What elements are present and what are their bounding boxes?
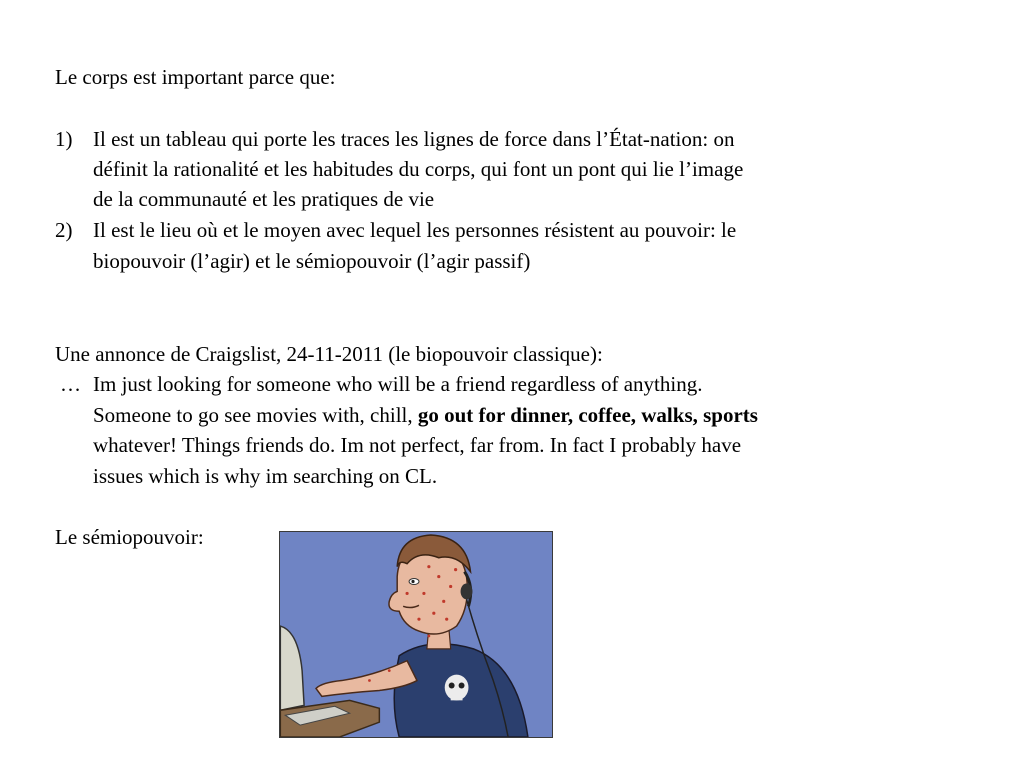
intro-heading: Le corps est important parce que: bbox=[55, 65, 336, 89]
point-1-line-3: de la communauté et les pratiques de vie bbox=[93, 187, 435, 211]
headphone-ear bbox=[461, 583, 473, 599]
ad-line-2-bold: go out for dinner, coffee, walks, sports bbox=[417, 403, 758, 427]
point-2-line-2: biopouvoir (l’agir) et le sémiopouvoir (l’agir passif) bbox=[93, 249, 531, 273]
point-1-line-1: Il est un tableau qui porte les traces les lignes de force dans l’État-nation: on bbox=[93, 127, 735, 151]
ad-line-1: Im just looking for someone who will be a friend regardless of anything. bbox=[93, 372, 703, 396]
list-marker-2: 2) bbox=[55, 218, 73, 242]
point-1-line-2: définit la rationalité et les habitudes du corps, qui font un pont qui lie l’image bbox=[93, 157, 744, 181]
teen-at-computer-illustration bbox=[280, 532, 552, 737]
semio-label: Le sémiopouvoir: bbox=[55, 525, 204, 549]
ad-heading: Une annonce de Craigslist, 24-11-2011 (le biopouvoir classique): bbox=[55, 342, 603, 366]
ad-ellipsis-marker: … bbox=[60, 372, 81, 396]
ad-line-4: issues which is why im searching on CL. bbox=[93, 464, 438, 488]
ad-line-2 bbox=[93, 400, 758, 431]
ad-line-2-plain: Someone to go see movies with, chill, bbox=[93, 403, 418, 427]
ad-line-3: whatever! Things friends do. Im not perfect, far from. In fact I probably have bbox=[93, 433, 742, 457]
cartoon-illustration bbox=[279, 531, 553, 738]
point-2-line-1: Il est le lieu où et le moyen avec lequel les personnes résistent au pouvoir: le bbox=[93, 218, 737, 242]
list-marker-1: 1) bbox=[55, 127, 73, 151]
